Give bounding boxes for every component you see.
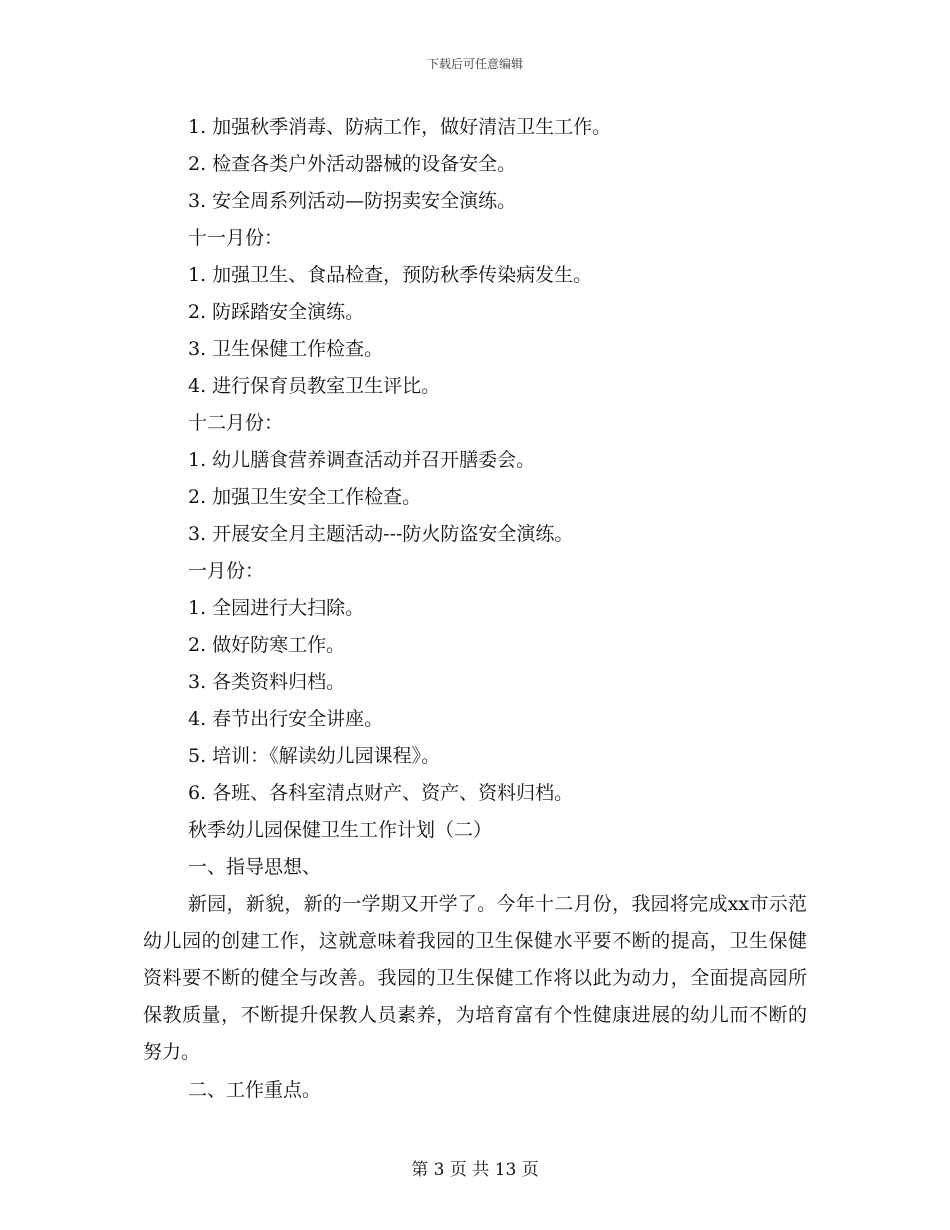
section-title: 秋季幼儿园保健卫生工作计划（二） [188,819,493,841]
list-item: 1. 全园进行大扫除。 [188,597,365,619]
list-item: 1. 加强卫生、食品检查，预防秋季传染病发生。 [188,264,593,286]
list-item: 2. 防踩踏安全演练。 [188,301,365,323]
list-item: 2. 做好防寒工作。 [188,634,346,656]
list-item: 3. 卫生保健工作检查。 [188,338,384,360]
month-heading: 一月份： [188,560,265,582]
page-footer: 第 3 页 共 13 页 [411,1160,539,1180]
list-item: 2. 加强卫生安全工作检查。 [188,486,422,508]
section-heading: 二、工作重点。 [188,1079,322,1101]
list-item: 1. 幼儿膳食营养调查活动并召开膳委会。 [188,449,536,471]
list-item: 5. 培训：《解读幼儿园课程》。 [188,745,441,767]
month-heading: 十二月份： [188,412,284,434]
page-header: 下载后可任意编辑 [426,57,523,71]
list-item: 6. 各班、各科室清点财产、资产、资料归档。 [188,782,574,804]
list-item: 1. 加强秋季消毒、防病工作，做好清洁卫生工作。 [188,116,612,138]
section-heading: 一、指导思想、 [188,856,322,878]
list-item: 3. 开展安全月主题活动---防火防盗安全演练。 [188,523,574,545]
list-item: 3. 安全周系列活动—防拐卖安全演练。 [188,190,517,212]
month-heading: 十一月份： [188,227,284,249]
body-paragraph: 新园，新貌，新的一学期又开学了。今年十二月份，我园将完成xx市示范幼儿园的创建工作，这就意味着我园的卫生保健水平要不断的提高，卫生保健资料要不断的健全与改善。我园的卫生保健工作将以此为动力，全面提高园所保教质量，不断提升保教人员素养，为培育富有个性健康进展的幼儿而不断的努力。 [143,893,807,1063]
list-item: 4. 春节出行安全讲座。 [188,708,384,730]
list-item: 4. 进行保育员教室卫生评比。 [188,375,441,397]
list-item: 2. 检查各类户外活动器械的设备安全。 [188,153,517,175]
list-item: 3. 各类资料归档。 [188,671,346,693]
